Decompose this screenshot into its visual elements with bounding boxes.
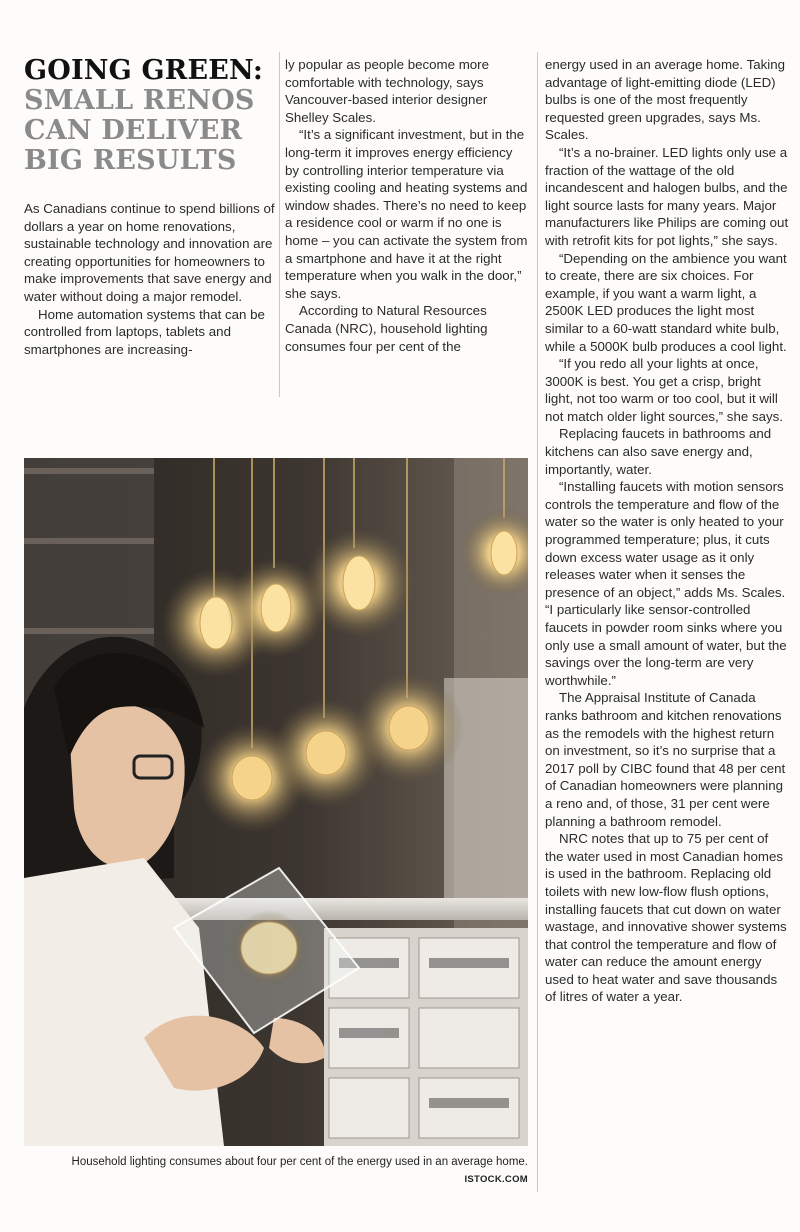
paragraph: “Depending on the ambience you want to create, there are six choices. For example, if you want a warm light, a 2500K LED produces the light most similar to a 60-watt standard white bulb, while a 5000K bulb produces a cool light. bbox=[545, 250, 787, 354]
photo-caption bbox=[24, 1154, 528, 1188]
photo-credit: ISTOCK.COM bbox=[464, 1174, 528, 1185]
paragraph: energy used in an average home. Taking advantage of light-emitting diode (LED) bulbs is one of the most frequently requested green upgrades, says Ms. Scales. bbox=[545, 57, 785, 143]
paragraph: “It’s a no-brainer. LED lights only use a fraction of the wattage of the old incandescent and halogen bulbs, and the light source lasts for many years. Major manufacturers like Philips are coming out with retrofit kits for pot lights,” she says. bbox=[545, 144, 789, 248]
paragraph: NRC notes that up to 75 per cent of the water used in most Canadian homes is used in the bathroom. Replacing old toilets with new low-flow flush options, installing faucets that cut down on water wastage, and innovative shower systems that control the temperature and flow of water can reduce the amount energy used to heat water and save thousands of litres of water a year. bbox=[545, 831, 787, 1005]
paragraph: “It’s a significant investment, but in the long-term it improves energy efficiency by controlling interior temperature via existing cooling and heating systems and window shades. There’s no need to keep a residence cool or warm if no one is home – you can activate the system from a smartphone and have it at the right temperature when you walk in the door,” she says. bbox=[285, 127, 528, 301]
column-divider bbox=[279, 52, 280, 397]
article-photo bbox=[24, 458, 528, 1146]
paragraph: “If you redo all your lights at once, 3000K is best. You get a crisp, bright light, not too warm or too cool, but it will not match older light sources,” she says. bbox=[545, 356, 783, 424]
article-headline bbox=[24, 56, 274, 176]
lightbulb-shopper-illustration bbox=[24, 458, 528, 1146]
body-column-3 bbox=[545, 56, 790, 1006]
body-column-1 bbox=[24, 200, 276, 358]
body-column-2 bbox=[285, 56, 528, 355]
paragraph: ly popular as people become more comfortable with technology, says Vancouver-based interior designer Shelley Scales. bbox=[285, 57, 490, 125]
caption-text: Household lighting consumes about four per cent of the energy used in an average home. bbox=[71, 1156, 528, 1168]
paragraph: As Canadians continue to spend billions of dollars a year on home renovations, sustainable technology and innovation are creating opportunities for homeowners to make improvements that save energy and water without doing a major remodel. bbox=[24, 201, 275, 304]
column-divider bbox=[537, 52, 538, 1192]
paragraph: Replacing faucets in bathrooms and kitchens can also save energy and, importantly, water. bbox=[545, 426, 772, 477]
paragraph: Home automation systems that can be controlled from laptops, tablets and smartphones are increasing- bbox=[24, 306, 265, 357]
paragraph: “Installing faucets with motion sensors controls the temperature and flow of the water so the water is only heated to your programmed temperature; plus, it cuts down excess water usage as it only releases water when it senses the presence of an object,” adds Ms. Scales. “I particularly like sensor-controlled faucets in powder room sinks where you only use a small amount of water, but the savings over the long-term are very worthwhile.” bbox=[545, 479, 787, 688]
headline-line-1: GOING GREEN: bbox=[24, 55, 264, 86]
headline-line-2: SMALL RENOS CAN DELIVER BIG RESULTS bbox=[24, 85, 255, 176]
paragraph: The Appraisal Institute of Canada ranks bathroom and kitchen renovations as the remodels with the highest return on investment, so it’s no surprise that a 2017 poll by CIBC found that 48 per cent of Canadian homeowners were planning a reno and, of those, 31 per cent were planning a bathroom remodel. bbox=[545, 690, 786, 829]
paragraph: According to Natural Resources Canada (NRC), household lighting consumes four per cent of the bbox=[285, 303, 488, 354]
